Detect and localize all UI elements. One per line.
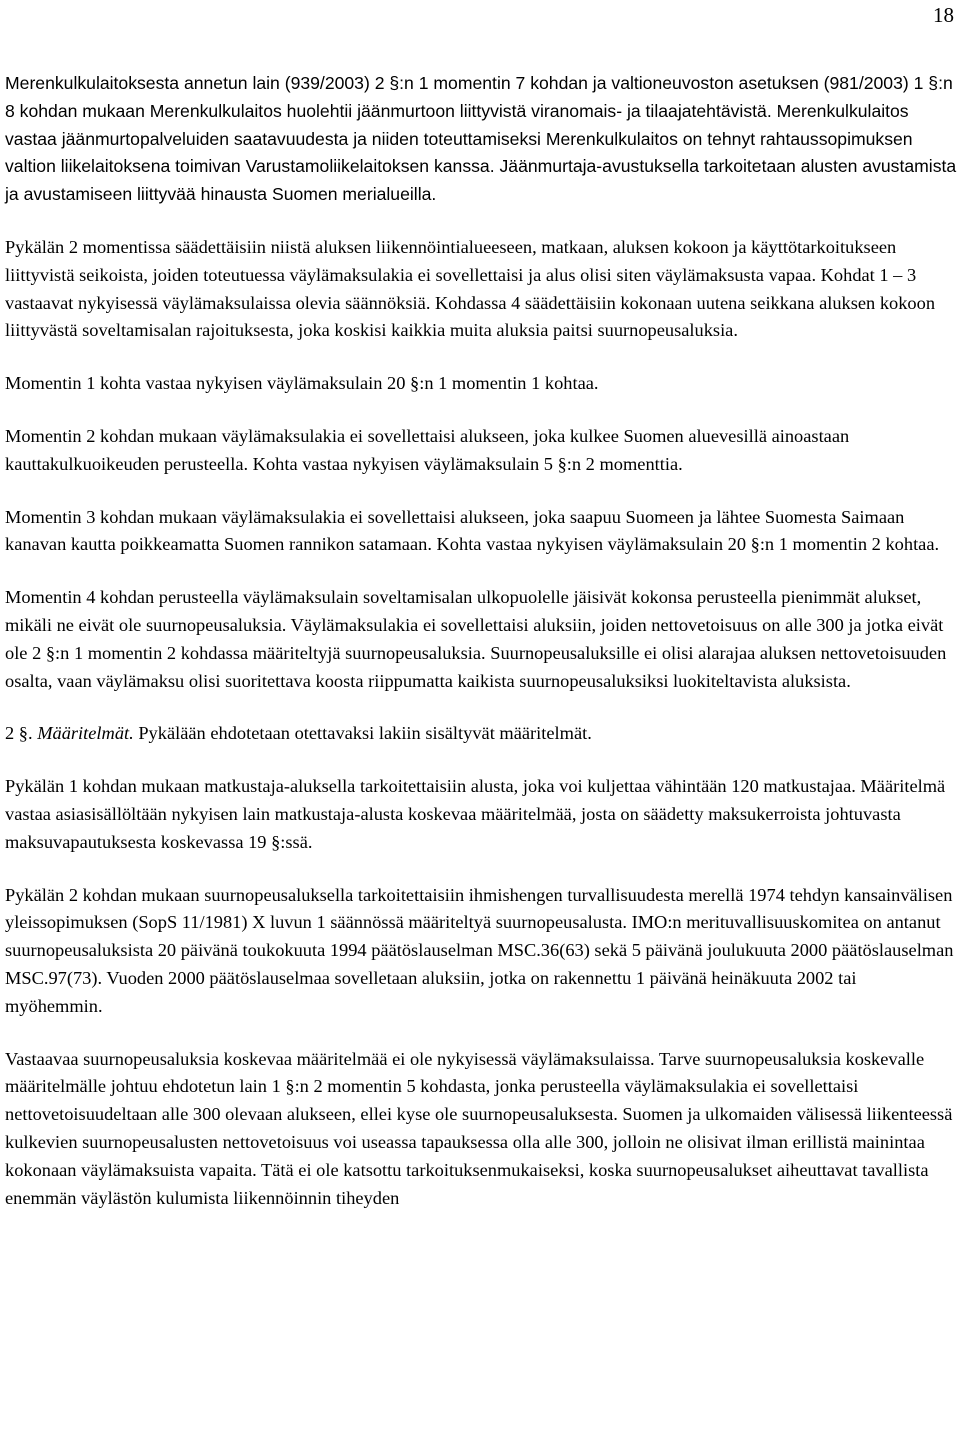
section-number: 2 §. [5,723,38,744]
paragraph-3: Momentin 1 kohta vastaa nykyisen väylämaksulain 20 §:n 1 momentin 1 kohtaa. [5,373,599,394]
paragraph-6: Momentin 4 kohdan perusteella väylämaksulain soveltamisalan ulkopuolelle jäisivät kokonsa perusteella pienimmät alukset, mikäli ne eivät ole suurnopeusaluksia. Väylämaksulakia ei sovellettaisi aluksiin, joiden nettovetoisuus on alle 300 ja jotka eivät ole 2 §:n 1 momentin 2 kohdassa määriteltyjä suurnopeusaluksia. Suurnopeusaluksille ei olisi alarajaa aluksen nettovetoisuuden osalta, vaan väylämaksu olisi suoritettava koosta riippumatta kaikista suurnopeusaluksiksi luokiteltavista aluksista. [5,587,947,691]
section-title: Määritelmät. [37,723,134,744]
section-heading-paragraph [5,720,957,748]
paragraph-2: Pykälän 2 momentissa säädettäisiin niistä aluksen liikennöintialueeseen, matkaan, aluksen kokoon ja käyttötarkoitukseen liittyvistä seikoista, joiden toteutuessa väylämaksulakia ei sovellettaisi ja alus olisi siten väylämaksusta vapaa. Kohdat 1 – 3 vastaavat nykyisessä väylämaksulaissa olevia säännöksiä. Kohdassa 4 säädettäisiin kokonaan uutena seikkana aluksen kokoon liittyvästä soveltamisalan rajoituksesta, joka koskisi kaikkia muita aluksia paitsi suurnopeusaluksia. [5,236,936,341]
paragraph-7: Pykälän 1 kohdan mukaan matkustaja-aluksella tarkoitettaisiin alusta, joka voi kuljettaa vähintään 120 matkustajaa. Määritelmä vastaa asiasisällöltään nykyisen lain matkustaja-alusta koskevaa määritelmää, josta on säädetty maksukerroista johtuvasta maksuvapautuksesta koskevassa 19 §:ssä. [5,776,946,852]
paragraph-1: Merenkulkulaitoksesta annetun lain (939/2003) 2 §:n 1 momentin 7 kohdan ja valtioneuvoston asetuksen (981/2003) 1 §:n 8 kohdan mukaan Merenkulkulaitos huolehtii jäänmurtoon liittyvistä viranomais- ja tilaajatehtävistä. Merenkulkulaitos vastaa jäänmurtopalveluiden saatavuudesta ja niiden toteuttamiseksi Merenkulkulaitos on tehnyt rahtaussopimuksen valtion liikelaitoksena toimivan Varustamoliikelaitoksen kanssa. Jäänmurtaja-avustuksella tarkoitetaan alusten avustamista ja avustamiseen liittyvää hinausta Suomen merialueilla. [5,73,957,205]
body-text [5,70,957,1237]
paragraph-4: Momentin 2 kohdan mukaan väylämaksulakia ei sovellettaisi alukseen, joka kulkee Suomen aluevesillä ainoastaan kauttakulkuoikeuden perusteella. Kohta vastaa nykyisen väylämaksulain 5 §:n 2 momenttia. [5,425,850,474]
page-number: 18 [933,3,954,27]
paragraph-5: Momentin 3 kohdan mukaan väylämaksulakia ei sovellettaisi alukseen, joka saapuu Suomeen ja lähtee Suomesta Saimaan kanavan kautta poikkeamatta Suomen rannikon satamaan. Kohta vastaa nykyisen väylämaksulain 20 §:n 1 momentin 2 kohtaa. [5,506,940,555]
paragraph-8: Pykälän 2 kohdan mukaan suurnopeusaluksella tarkoitettaisiin ihmishengen turvallisuudesta merellä 1974 tehdyn kansainvälisen yleissopimuksen (SopS 11/1981) X luvun 1 säännössä määriteltyä suurnopeusalusta. IMO:n merituvallisuuskomitea on antanut suurnopeusaluksista 20 päivänä toukokuuta 1994 päätöslauselman MSC.36(63) sekä 5 päivänä joulukuuta 2000 päätöslauselman MSC.97(73). Vuoden 2000 päätöslauselmaa sovelletaan aluksiin, jotka on rakennettu 1 päivänä heinäkuuta 2002 tai myöhemmin. [5,884,954,1016]
paragraph-9: Vastaavaa suurnopeusaluksia koskevaa määritelmää ei ole nykyisessä väylämaksulaissa. Tarve suurnopeusaluksia koskevalle määritelmälle johtuu ehdotetun lain 1 §:n 2 momentin 5 kohdasta, jonka perusteella väylämaksulakia ei sovellettaisi nettovetoisuudeltaan alle 300 olevaan alukseen, ellei kyse ole suurnopeusaluksesta. Suomen ja ulkomaiden välisessä liikenteessä kulkevien suurnopeusalusten nettovetoisuus voi useassa tapauksessa olla alle 300, jolloin ne olisivat ilman erillistä mainintaa kokonaan väylämaksuista vapaita. Tätä ei ole katsottu tarkoituksenmukaiseksi, koska suurnopeusalukset aiheuttavat tavallista enemmän väylästön kulumista liikennöinnin tiheyden [5,1048,953,1208]
section-intro: Pykälään ehdotetaan otettavaksi lakiin sisältyvät määritelmät. [133,723,592,744]
